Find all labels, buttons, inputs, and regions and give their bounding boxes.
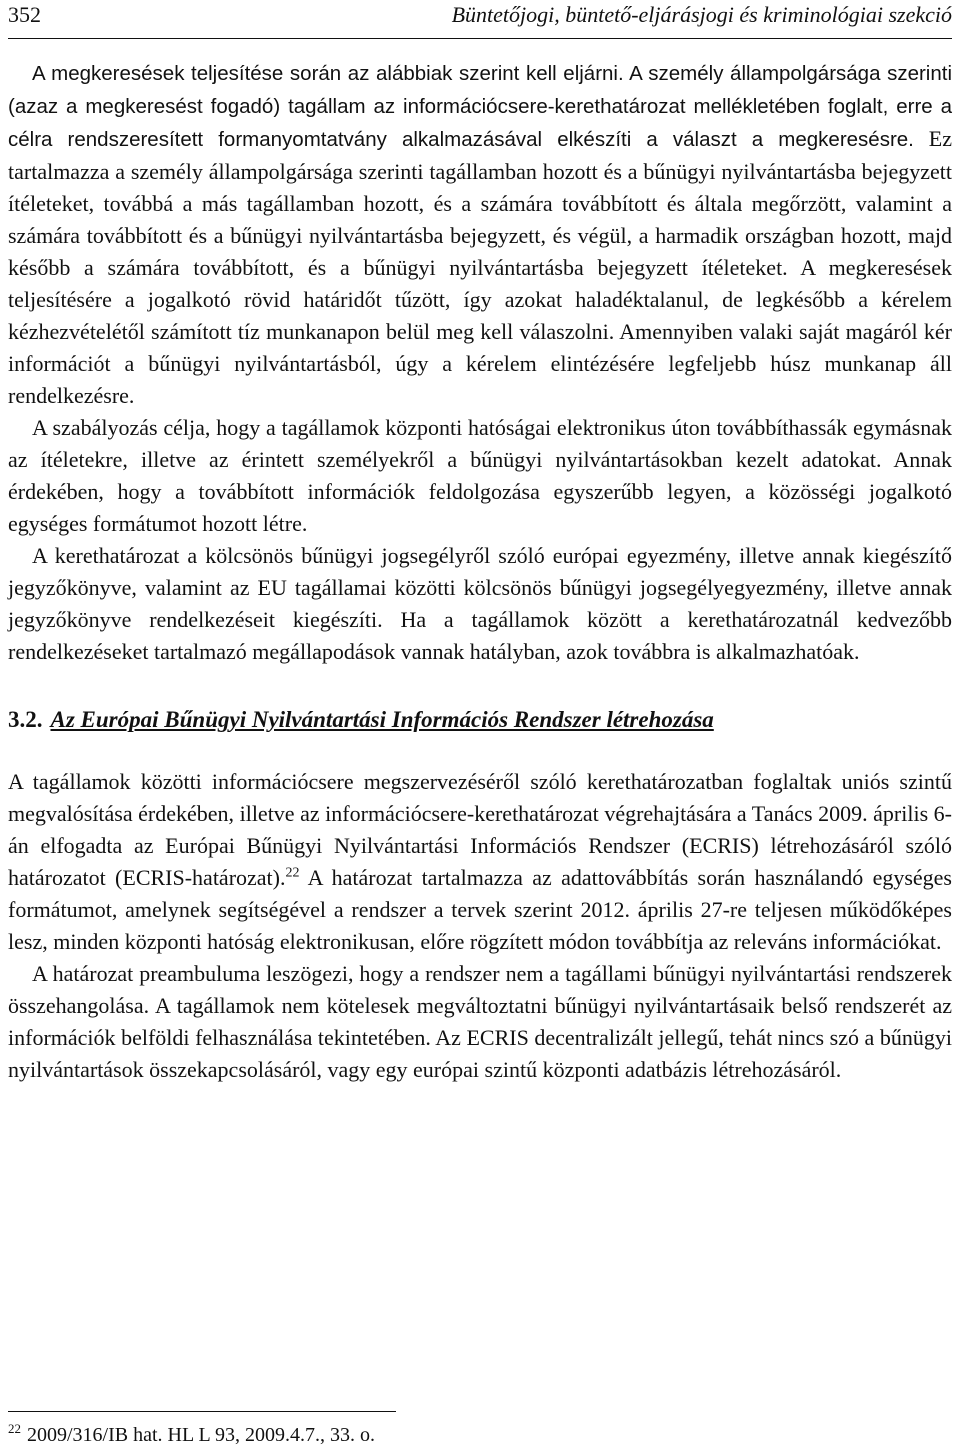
paragraph-4-part-a: A tagállamok közötti információcsere megszervezéséről szóló kerethatározatban foglaltak uniós szintű megvalósítása érdekében, illetve az információcsere-kerethatározat végrehajtására a Tanács 2009. április 6-án elfogadta az Európai Bűnügyi Nyilvántartási Információs Rendszer (ECRIS) létrehozásáról szóló határozatot (ECRIS-határozat).	[8, 769, 952, 890]
paragraph-2: A szabályozás célja, hogy a tagállamok központi hatóságai elektronikus úton továbbíthassák egymásnak az ítéletekre, illetve az érintett személyekről a bűnügyi nyilvántartásokban kezelt adatokat. Annak érdekében, hogy a továbbított információk feldolgozása egyszerűbb legyen, a közösségi jogalkotó egységes formátumot hozott létre.	[8, 415, 952, 536]
running-title: Büntetőjogi, büntető-eljárásjogi és kriminológiai szekció	[451, 2, 952, 27]
footnote-divider	[8, 1411, 396, 1412]
paragraph-1-serif-part: Ez tartalmazza a személy állampolgársága szerinti tagállamban hozott és a bűnügyi nyilvántartásba bejegyzett ítéleteket, továbbá a más tagállamban hozott, és a számára továbbított és általa megőrzött, valamint a számára továbbított és a bűnügyi nyilvántartásba bejegyzett, és végül, a harmadik országban hozott, majd később a számára továbbított, és a bűnügyi nyilvántartásba bejegyzett ítéleteket. A megkeresések teljesítésére a jogalkotó rövid határidőt tűzött, így azokat haladéktalanul, de legkésőbb a kérelem kézhezvételétől számított tíz munkanapon belül meg kell válaszolni. Amennyiben valaki saját magáról kér információt a bűnügyi nyilvántartásból, úgy a kérelem elintézésére legfeljebb húsz munkanap áll rendelkezésre.	[8, 126, 953, 408]
section-title: Az Európai Bűnügyi Nyilvántartási Információs Rendszer létrehozása	[50, 707, 714, 732]
paragraph-3: A kerethatározat a kölcsönös bűnügyi jogsegélyről szóló európai egyezmény, illetve annak kiegészítő jegyzőkönyve, valamint az EU tagállamai közötti kölcsönös bűnügyi jogsegélyegyezmény, illetve annak jegyzőkönyve rendelkezéseit kiegészíti. Ha a tagállamok között a kerethatározatnál kedvezőbb rendelkezéseket tartalmazó megállapodások vannak hatályban, azok továbbra is alkalmazhatóak.	[8, 543, 952, 664]
section-heading	[8, 704, 952, 736]
body-text	[8, 57, 952, 1086]
paragraph-1-sans-part: A megkeresések teljesítése során az alábbiak szerint kell eljárni. A személy állampolgársága szerinti (azaz a megkeresést fogadó) tagállam az információcsere-kerethatározat mellékletében foglalt, erre a célra rendszeresített formanyomtatvány alkalmazásával elkészíti a választ a megkeresésre.	[8, 62, 952, 151]
footnote-text: 2009/316/IB hat. HL L 93, 2009.4.7., 33. o.	[27, 1424, 375, 1446]
footnote-reference[interactable]: 22	[285, 865, 300, 881]
page-number: 352	[8, 2, 41, 27]
section-number: 3.2.	[8, 707, 43, 732]
paragraph-5: A határozat preambuluma leszögezi, hogy a rendszer nem a tagállami bűnügyi nyilvántartási rendszerek összehangolása. A tagállamok nem kötelesek megváltoztatni bűnügyi nyilvántartásaik belső rendszerét az információk belföldi felhasználása tekintetében. Az ECRIS decentralizált jellegű, tehát nincs szó a bűnügyi nyilvántartások összekapcsolásáról, vagy egy európai szintű központi adatbázis létrehozásáról.	[8, 961, 952, 1082]
footnote-marker: 22	[8, 1421, 21, 1437]
paragraph-4-part-b: A határozat tartalmazza az adattovábbítás során használandó egységes formátumot, amelynek segítségével a rendszer a tervek szerint 2012. április 27-re teljesen működőképes lesz, minden központi hatóság elektronikusan, előre rögzített módon továbbítja az releváns információkat.	[8, 865, 952, 954]
paragraph-4	[8, 766, 952, 958]
page-header	[8, 0, 952, 39]
paragraph-1	[8, 57, 952, 412]
footnote	[8, 1422, 375, 1448]
